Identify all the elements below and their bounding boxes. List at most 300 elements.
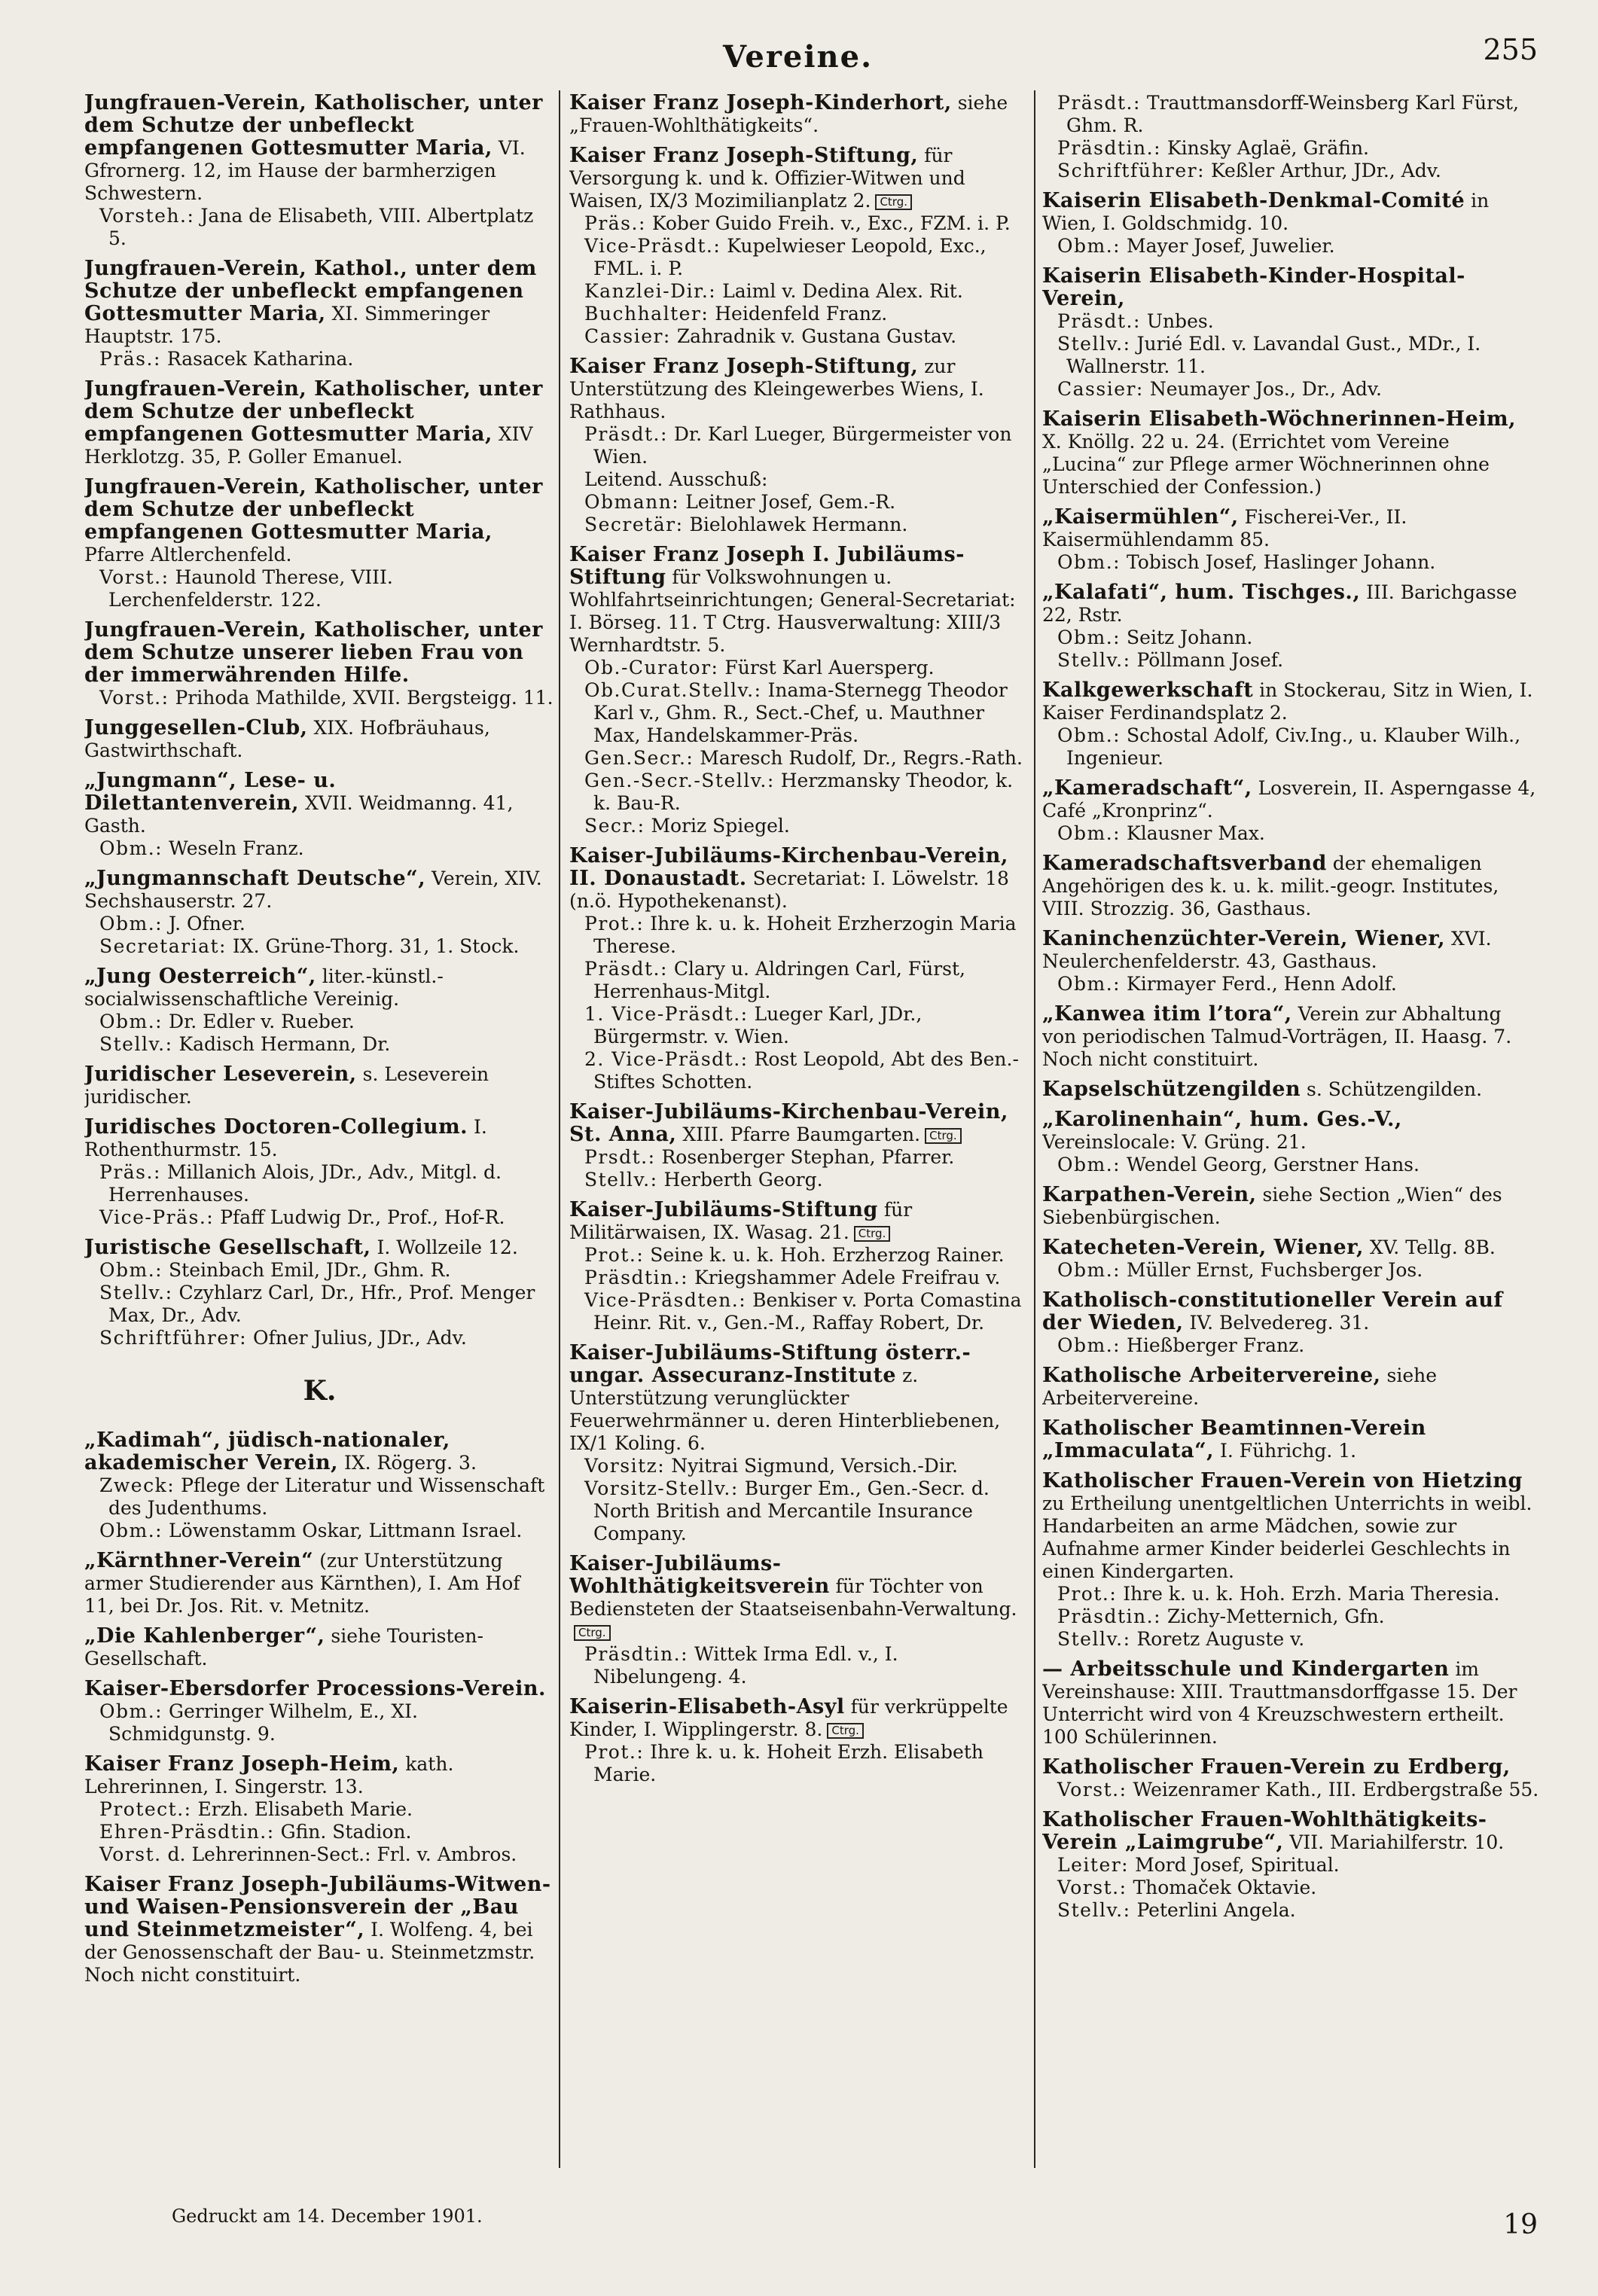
running-head: Vereine.: [723, 39, 873, 75]
directory-entry: [1042, 506, 1539, 574]
entry-address: liter.-künstl.-socialwissenschaftliche Vereinig.: [84, 965, 444, 1010]
entry-line: [584, 1169, 1029, 1191]
entry-line: [584, 747, 1029, 770]
entry-role-value: Peterlini Angela.: [1136, 1899, 1296, 1921]
entry-role-value: Weizenramer Kath., III. Erdbergstraße 55.: [1133, 1779, 1539, 1801]
entry-address: für Volkswohnungen u. Wohlfahrtseinrichtungen; General-Secretariat: I. Börseg. 11. T Ctrg. Hausverwaltung: XIII/3 Wernhardtstr. 5.: [569, 566, 1016, 656]
entry-heading: „Jungmann“, Lese- u. Dilettantenverein,: [84, 769, 337, 815]
entry-role-value: Neumayer Jos., Dr., Adv.: [1149, 378, 1383, 400]
entry-first-line: [84, 1116, 555, 1161]
entry-line: [99, 1520, 555, 1542]
directory-entry: [1042, 1364, 1539, 1410]
entry-line: [99, 1474, 555, 1520]
entry-role-label: Vice-Präsdten.:: [584, 1289, 747, 1311]
entry-role-label: Secretär:: [584, 514, 684, 535]
entry-role-label: Präsdtin.:: [1057, 1605, 1162, 1627]
entry-first-line: [84, 258, 555, 348]
entry-line: [1057, 1899, 1539, 1922]
directory-entry: [1042, 1809, 1539, 1922]
entry-role-label: Präs.:: [99, 1161, 161, 1183]
entry-line: [99, 1259, 555, 1282]
entry-heading: „Kaisermühlen“,: [1042, 505, 1239, 529]
entry-role-label: Obm.:: [1057, 724, 1121, 746]
entry-heading: Juridisches Doctoren-Collegium.: [84, 1115, 468, 1139]
entry-heading: „Karolinenhain“, hum. Ges.-V.,: [1042, 1108, 1402, 1131]
entry-address: kath. Lehrerinnen, I. Singerstr. 13.: [84, 1753, 454, 1797]
entry-first-line: [1042, 506, 1539, 551]
entry-role-value: Leitner Josef, Gem.-R.: [685, 491, 896, 513]
entry-role-value: Clary u. Aldringen Carl, Fürst, Herrenhaus-Mitgl.: [593, 958, 965, 1002]
entry-first-line: [84, 378, 555, 468]
entry-role-label: Stellv.:: [99, 1282, 173, 1304]
entry-role-label: Präsdt.:: [1057, 92, 1141, 114]
entry-line: [1057, 310, 1539, 333]
entry-first-line: [1042, 928, 1539, 973]
entry-role-label: Cassier:: [584, 325, 671, 347]
entry-first-line: [1042, 852, 1539, 920]
entry-heading: Kaiserin Elisabeth-Wöchnerinnen-Heim,: [1042, 407, 1516, 431]
entry-first-line: [84, 867, 555, 913]
directory-entry: [1042, 408, 1539, 499]
entry-heading: Kaiser Franz Joseph-Kinderhort,: [569, 92, 952, 114]
entry-role-label: Vorst.:: [99, 566, 169, 588]
entry-role-value: Moriz Spiegel.: [651, 815, 790, 837]
entry-line: [1057, 973, 1539, 996]
directory-entry: [1042, 1756, 1539, 1801]
entry-role-label: Schriftführer:: [1057, 160, 1206, 181]
entry-line: [584, 1643, 1029, 1688]
directory-entry: [1042, 679, 1539, 770]
entry-role-value: Wittek Irma Edl. v., I. Nibelungeng. 4.: [593, 1643, 898, 1688]
entry-line: [99, 1282, 555, 1327]
entry-role-value: Haunold Therese, VIII. Lerchenfelderstr. 122.: [108, 566, 393, 611]
entry-role-label: Präsdt.:: [584, 423, 668, 445]
directory-entry: [84, 965, 555, 1056]
entry-line: [1057, 1154, 1539, 1176]
entry-heading: Kaiserin Elisabeth-Kinder-Hospital-Verein,: [1042, 264, 1465, 310]
entry-line: [584, 1477, 1029, 1545]
entry-role-value: Ofner Julius, JDr., Adv.: [253, 1327, 467, 1349]
entry-line: [1057, 1259, 1539, 1282]
entry-line: [1057, 627, 1539, 649]
entry-first-line: [1042, 1003, 1539, 1071]
entry-line: [99, 687, 555, 709]
printing-date-note: Gedruckt am 14. December 1901.: [172, 2206, 483, 2227]
entry-line: [1057, 1334, 1539, 1357]
entry-line: [584, 468, 1029, 491]
entry-line: [99, 1011, 555, 1033]
entry-role-label: Leiter:: [1057, 1854, 1130, 1876]
entry-role-value: d. Lehrerinnen-Sect.: Frl. v. Ambros.: [167, 1843, 517, 1865]
entry-role-label: Secr.:: [584, 815, 645, 837]
entry-role-value: Heidenfeld Franz.: [715, 303, 888, 325]
entry-role-value: Bielohlawek Hermann.: [689, 514, 908, 535]
entry-address: im Vereinshause: XIII. Trauttmansdorffgasse 15. Der Unterricht wird von 4 Kreuzschwestern ertheilt. 100 Schülerinnen.: [1042, 1658, 1517, 1748]
entry-line: [1057, 1779, 1539, 1801]
entry-role-label: Ob.Curat.Stellv.:: [584, 679, 762, 701]
entry-line: [584, 325, 1029, 348]
entry-line: [99, 205, 555, 250]
entry-heading: Kaiser Franz Joseph-Stiftung,: [569, 355, 919, 378]
entry-first-line: [1042, 581, 1539, 627]
entry-line: [584, 1289, 1029, 1334]
directory-entry: [1042, 1289, 1539, 1357]
entry-address: der ehemaligen Angehörigen des k. u. k. milit.-geogr. Institutes, VIII. Strozzig. 36, Gasthaus.: [1042, 852, 1499, 919]
entry-role-label: Obm.:: [1057, 1334, 1121, 1356]
entry-role-value: Mayer Josef, Juwelier.: [1127, 235, 1335, 257]
entry-role-label: Obm.:: [99, 1700, 163, 1722]
entry-line: [1057, 649, 1539, 672]
entry-line: [584, 280, 1029, 303]
entry-line: [99, 1206, 555, 1229]
entry-role-value: Leitend. Ausschuß:: [584, 468, 768, 490]
entry-address: z. Unterstützung verunglückter Feuerwehrmänner u. deren Hinterbliebenen, IX/1 Koling. 6.: [569, 1364, 1001, 1454]
entry-role-value: Jurié Edl. v. Lavandal Gust., MDr., I. Wallnerstr. 11.: [1066, 333, 1481, 377]
entry-line: [584, 514, 1029, 536]
entry-first-line: [569, 355, 1029, 423]
entry-address: siehe „Frauen-Wohlthätigkeits“.: [569, 92, 1008, 136]
entry-role-value: Steinbach Emil, JDr., Ghm. R.: [169, 1259, 451, 1281]
entry-first-line: [1042, 1417, 1539, 1462]
entry-role-value: Ihre k. u. k. Hoheit Erzh. Elisabeth Marie.: [593, 1741, 984, 1785]
directory-entry: [1042, 1417, 1539, 1462]
entry-first-line: [1042, 1289, 1539, 1334]
entry-role-value: IX. Grüne-Thorg. 31, 1. Stock.: [232, 935, 520, 957]
entry-role-value: Rasacek Katharina.: [166, 348, 354, 370]
entry-role-label: Stellv.:: [1057, 1628, 1131, 1650]
entry-role-value: Seitz Johann.: [1127, 627, 1253, 648]
entry-role-value: Seine k. u. k. Hoh. Erzherzog Rainer.: [650, 1244, 1005, 1266]
directory-entry: [1042, 1108, 1539, 1176]
registered-badge: Ctrg.: [574, 1625, 611, 1641]
entry-first-line: [1042, 1108, 1539, 1154]
entry-heading: Kaiser-Jubiläums-Wohlthätigkeitsverein: [569, 1552, 830, 1598]
entry-role-label: Präsdtin.:: [1057, 137, 1162, 159]
entry-first-line: [569, 92, 1029, 137]
entry-role-label: Protect.:: [99, 1798, 192, 1820]
entry-role-value: Weseln Franz.: [169, 837, 304, 859]
entry-role-value: Dr. Karl Lueger, Bürgermeister von Wien.: [593, 423, 1012, 468]
entry-role-label: Zweck:: [99, 1474, 175, 1496]
entry-heading: „Kadimah“, jüdisch-nationaler, akademischer Verein,: [84, 1429, 450, 1474]
entry-heading: — Arbeitsschule und Kindergarten: [1042, 1657, 1450, 1681]
entry-address: Losverein, II. Asperngasse 4, Café „Kronprinz“.: [1042, 777, 1536, 822]
entry-role-label: Schriftführer:: [99, 1327, 248, 1349]
entry-line: [584, 1048, 1029, 1093]
directory-entry: [569, 845, 1029, 1093]
entry-role-label: Obm.:: [99, 913, 163, 935]
entry-role-label: Stellv.:: [1057, 1899, 1131, 1921]
entry-role-value: Laiml v. Dedina Alex. Rit.: [722, 280, 963, 302]
entry-role-label: Präsdt.:: [1057, 310, 1141, 332]
entry-line: [99, 1327, 555, 1349]
entry-first-line: [84, 770, 555, 837]
entry-address: für Militärwaisen, IX. Wasag. 21.: [569, 1199, 913, 1243]
entry-role-label: Vorst.:: [1057, 1877, 1127, 1898]
entry-role-value: Zahradnik v. Gustana Gustav.: [676, 325, 957, 347]
entry-line: [1057, 822, 1539, 845]
entry-role-value: Kadisch Hermann, Dr.: [178, 1033, 391, 1055]
entry-line: [99, 1033, 555, 1056]
entry-heading: Jungfrauen-Verein, Katholischer, unter dem Schutze der unbefleckt empfangenen Gottesmutter Maria,: [84, 92, 543, 160]
entry-heading: „Die Kahlenberger“,: [84, 1624, 325, 1648]
entry-line: [1057, 1605, 1539, 1628]
entry-address: (zur Unterstützung armer Studierender aus Kärnthen), I. Am Hof 11, bei Dr. Jos. Rit. v. Metnitz.: [84, 1550, 520, 1617]
entry-role-label: Präsdtin.:: [584, 1267, 689, 1288]
entry-role-value: Schostal Adolf, Civ.Ing., u. Klauber Wilh., Ingenieur.: [1066, 724, 1521, 769]
entry-line: [1057, 724, 1539, 770]
directory-entry: [84, 1678, 555, 1746]
directory-entry: [1042, 581, 1539, 672]
entry-address: I. Führichg. 1.: [1219, 1440, 1357, 1462]
entry-role-value: Dr. Edler v. Rueber.: [169, 1011, 355, 1032]
entry-role-label: 2. Vice-Präsdt.:: [584, 1048, 749, 1070]
entry-address: IX. Rögerg. 3.: [343, 1452, 477, 1474]
entry-line: [584, 1244, 1029, 1267]
entry-role-value: Thomaček Oktavie.: [1133, 1877, 1317, 1898]
entry-role-label: Prot.:: [584, 1741, 645, 1763]
directory-entry: [1042, 1470, 1539, 1651]
entry-role-label: Vorst.: [99, 1843, 162, 1865]
entry-role-value: Pfaff Ludwig Dr., Prof., Hof-R.: [220, 1206, 505, 1228]
entry-role-value: Keßler Arthur, JDr., Adv.: [1211, 160, 1441, 181]
directory-entry: [569, 1696, 1029, 1786]
entry-address: VI. Gfrornerg. 12, im Hause der barmherzigen Schwestern.: [84, 137, 526, 204]
entry-role-value: Kriegshammer Adele Freifrau v.: [694, 1267, 1001, 1288]
entry-role-label: Prot.:: [1057, 1583, 1118, 1605]
entry-role-value: Wendel Georg, Gerstner Hans.: [1127, 1154, 1420, 1175]
entry-role-label: Vorsitz-Stellv.:: [584, 1477, 739, 1499]
entry-first-line: [569, 145, 1029, 212]
entry-first-line: [84, 1236, 555, 1259]
entry-first-line: [84, 1429, 555, 1474]
entry-address: siehe Touristen-Gesellschaft.: [84, 1625, 483, 1669]
entry-role-label: Vorsteh.:: [99, 205, 195, 227]
entry-heading: „Kanwea itim l’tora“,: [1042, 1002, 1292, 1026]
directory-entry: [84, 1116, 555, 1229]
entry-role-label: Stellv.:: [1057, 333, 1131, 355]
entry-address: I. Rothenthurmstr. 15.: [84, 1116, 487, 1160]
entry-line: [584, 1455, 1029, 1477]
directory-entry: [84, 378, 555, 468]
entry-heading: Katholische Arbeitervereine,: [1042, 1364, 1381, 1387]
entry-heading: Kaiserin Elisabeth-Denkmal-Comité: [1042, 189, 1465, 212]
entry-heading: Kapselschützengilden: [1042, 1078, 1301, 1101]
entry-address: zur Unterstützung des Kleingewerbes Wiens, I. Rathhaus.: [569, 355, 984, 422]
entry-first-line: [1042, 1078, 1539, 1101]
entry-heading: Kaninchenzüchter-Verein, Wiener,: [1042, 927, 1445, 950]
entry-role-label: Buchhalter:: [584, 303, 709, 325]
entry-line: [1057, 160, 1539, 182]
entry-heading: Jungfrauen-Verein, Katholischer, unter dem Schutze unserer lieben Frau von der immerwährenden Hilfe.: [84, 618, 543, 687]
entry-heading: Jungfrauen-Verein, Kathol., unter dem Schutze der unbefleckt empfangenen Gottesmutter Maria,: [84, 257, 537, 325]
entry-line: [584, 212, 1029, 235]
entry-first-line: [1042, 1809, 1539, 1854]
directory-entry: [569, 1101, 1029, 1191]
directory-entry: [84, 1874, 555, 1987]
column-1: [84, 92, 555, 2160]
entry-line: [1057, 551, 1539, 574]
directory-entry: [1042, 92, 1539, 182]
registered-badge: Ctrg.: [875, 194, 912, 210]
entry-role-label: Vorst.:: [1057, 1779, 1127, 1801]
entry-line: [1057, 92, 1539, 137]
entry-address: Pfarre Altlerchenfeld.: [84, 544, 292, 566]
entry-role-value: Hießberger Franz.: [1127, 1334, 1305, 1356]
entry-role-value: Mord Josef, Spiritual.: [1135, 1854, 1340, 1876]
entry-role-label: Obm.:: [99, 1011, 163, 1032]
directory-entry: [84, 92, 555, 250]
section-letter: K.: [303, 1375, 337, 1407]
entry-line: [584, 770, 1029, 815]
entry-line: [99, 935, 555, 958]
entry-heading: Kaiser-Jubiläums-Stiftung österr.-ungar. Assecuranz-Institute: [569, 1341, 971, 1387]
entry-heading: Kaiser-Jubiläums-Kirchenbau-Verein, St. Anna,: [569, 1100, 1008, 1146]
entry-heading: Kaiser-Jubiläums-Kirchenbau-Verein, II. Donaustadt.: [569, 844, 1008, 890]
directory-entry: [569, 1342, 1029, 1545]
directory-entry: [84, 1063, 555, 1108]
entry-heading: „Jungmannschaft Deutsche“,: [84, 867, 426, 890]
entry-role-label: Präsdtin.:: [584, 1643, 689, 1665]
signature-mark: 19: [1503, 2209, 1538, 2240]
entry-role-label: Präs.:: [584, 212, 646, 234]
entry-line: [99, 1161, 555, 1206]
entry-role-label: Obm.:: [1057, 235, 1121, 257]
entry-line: [99, 566, 555, 611]
entry-line: [1057, 137, 1539, 160]
entry-line: [584, 491, 1029, 514]
directory-entry: [569, 355, 1029, 536]
entry-line: [584, 815, 1029, 837]
entry-role-value: Herzmansky Theodor, k. k. Bau-R.: [593, 770, 1014, 814]
entry-first-line: [1042, 1364, 1539, 1410]
entry-heading: Katholisch-constitutioneller Verein auf der Wieden,: [1042, 1288, 1503, 1334]
entry-role-value: Kirmayer Ferd., Henn Adolf.: [1127, 973, 1397, 995]
entry-heading: Katecheten-Verein, Wiener,: [1042, 1236, 1364, 1259]
entry-role-label: Vorst.:: [99, 687, 169, 709]
entry-first-line: [1042, 1658, 1539, 1749]
entry-address: in Stockerau, Sitz in Wien, I. Kaiser Ferdinandsplatz 2.: [1042, 679, 1533, 724]
entry-first-line: [84, 1678, 555, 1700]
entry-first-line: [1042, 777, 1539, 822]
entry-role-value: Erzh. Elisabeth Marie.: [197, 1798, 413, 1820]
entry-heading: Kaiserin-Elisabeth-Asyl: [569, 1695, 845, 1718]
entry-address: Verein zur Abhaltung von periodischen Talmud-Vorträgen, II. Haasg. 7. Noch nicht constituirt.: [1042, 1003, 1512, 1070]
entry-heading: Kaiser Franz Joseph-Stiftung,: [569, 144, 919, 167]
directory-entry: [84, 619, 555, 709]
entry-line: [584, 1267, 1029, 1289]
entry-role-value: Nyitrai Sigmund, Versich.-Dir.: [671, 1455, 958, 1477]
entry-heading: „Kalafati“, hum. Tischges.,: [1042, 581, 1361, 604]
entry-role-label: Secretariat:: [99, 935, 227, 957]
entry-role-label: Obm.:: [99, 1259, 163, 1281]
directory-entry: [84, 1236, 555, 1349]
entry-heading: Jungfrauen-Verein, Katholischer, unter dem Schutze der unbefleckt empfangenen Gottesmutter Maria,: [84, 475, 543, 544]
entry-role-value: Maresch Rudolf, Dr., Regrs.-Rath.: [700, 747, 1023, 769]
entry-line: [1057, 333, 1539, 378]
entry-role-value: Lueger Karl, JDr., Bürgermstr. v. Wien.: [593, 1003, 923, 1047]
entry-role-value: Kober Guido Freih. v., Exc., FZM. i. P.: [651, 212, 1011, 234]
registered-badge: Ctrg.: [827, 1723, 864, 1739]
entry-address: VII. Mariahilferstr. 10.: [1289, 1831, 1505, 1853]
entry-role-label: Obm.:: [1057, 1154, 1121, 1175]
entry-first-line: [569, 1553, 1029, 1643]
entry-role-value: Gfin. Stadion.: [280, 1821, 412, 1843]
column-rule-right: [1034, 90, 1035, 2168]
directory-entry: [569, 1199, 1029, 1334]
entry-address: zu Ertheilung unentgeltlichen Unterrichts in weibl. Handarbeiten an arme Mädchen, sowie zur Aufnahme armer Kinder beiderlei Geschlechts in einen Kindergarten.: [1042, 1493, 1532, 1582]
entry-role-value: Kinsky Aglaë, Gräfin.: [1166, 137, 1370, 159]
directory-entry: [1042, 265, 1539, 401]
directory-entry: [569, 92, 1029, 137]
directory-entry: [1042, 928, 1539, 996]
directory-entry: [569, 145, 1029, 348]
entry-heading: Karpathen-Verein,: [1042, 1183, 1257, 1206]
entry-heading: Kaiser-Jubiläums-Stiftung: [569, 1198, 878, 1221]
entry-address: XIX. Hofbräuhaus, Gastwirthschaft.: [84, 717, 490, 761]
entry-role-label: Obm.:: [99, 837, 163, 859]
entry-role-label: Cassier:: [1057, 378, 1144, 400]
entry-line: [1057, 1583, 1539, 1605]
entry-role-value: Klausner Max.: [1127, 822, 1265, 844]
directory-entry: [84, 1753, 555, 1866]
entry-first-line: [1042, 1184, 1539, 1229]
entry-role-value: Ihre k. u. k. Hoh. Erzh. Maria Theresia.: [1123, 1583, 1500, 1605]
entry-heading: Katholischer Frauen-Verein von Hietzing: [1042, 1469, 1523, 1493]
registered-badge: Ctrg.: [925, 1128, 962, 1144]
entry-role-label: Stellv.:: [584, 1169, 658, 1191]
entry-heading: Kaiser Franz Joseph-Jubiläums-Witwen- und Waisen-Pensionsverein der „Bau und Steinmetzmeister“,: [84, 1873, 551, 1941]
entry-role-value: Jana de Elisabeth, VIII. Albertplatz 5.: [108, 205, 534, 249]
entry-line: [99, 1821, 555, 1843]
entry-role-value: Roretz Auguste v.: [1136, 1628, 1305, 1650]
entry-heading: Katholischer Beamtinnen-Verein „Immaculata“,: [1042, 1416, 1426, 1462]
entry-role-value: Burger Em., Gen.-Secr. d. North British and Mercantile Insurance Company.: [593, 1477, 990, 1544]
entry-role-label: Prsdt.:: [584, 1146, 656, 1168]
entry-role-label: Obm.:: [1057, 627, 1121, 648]
directory-entry: [1042, 1236, 1539, 1282]
entry-role-label: Prot.:: [584, 913, 645, 935]
entry-line: [584, 913, 1029, 958]
entry-role-value: Benkiser v. Porta Comastina Heinr. Rit. v., Gen.-M., Raffay Robert, Dr.: [593, 1289, 1022, 1334]
entry-line: [584, 1741, 1029, 1786]
entry-first-line: [1042, 1470, 1539, 1583]
entry-first-line: [84, 1063, 555, 1108]
directory-entry: [569, 544, 1029, 837]
entry-first-line: [1042, 679, 1539, 724]
entry-heading: „Kärnthner-Verein“: [84, 1549, 314, 1572]
entry-line: [1057, 1628, 1539, 1651]
entry-role-value: Rosenberger Stephan, Pfarrer.: [661, 1146, 955, 1168]
directory-entry: [1042, 1658, 1539, 1749]
entry-first-line: [1042, 1236, 1539, 1259]
entry-first-line: [84, 1874, 555, 1987]
entry-role-label: Ob.-Curator:: [584, 657, 719, 678]
entry-line: [1057, 235, 1539, 258]
entry-first-line: [84, 476, 555, 566]
entry-role-value: Herberth Georg.: [663, 1169, 823, 1191]
entry-heading: Jungfrauen-Verein, Katholischer, unter dem Schutze der unbefleckt empfangenen Gottesmutter Maria,: [84, 377, 543, 446]
entry-first-line: [84, 1550, 555, 1618]
entry-role-label: Obm.:: [1057, 973, 1121, 995]
entry-address: siehe Section „Wien“ des Siebenbürgischen.: [1042, 1184, 1502, 1228]
entry-address: III. Barichgasse 22, Rstr.: [1042, 581, 1517, 626]
entry-heading: „Jung Oesterreich“,: [84, 965, 316, 988]
entry-address: s. Leseverein juridischer.: [84, 1063, 489, 1108]
directory-entry: [1042, 852, 1539, 920]
directory-entry: [569, 1553, 1029, 1688]
entry-first-line: [1042, 408, 1539, 499]
